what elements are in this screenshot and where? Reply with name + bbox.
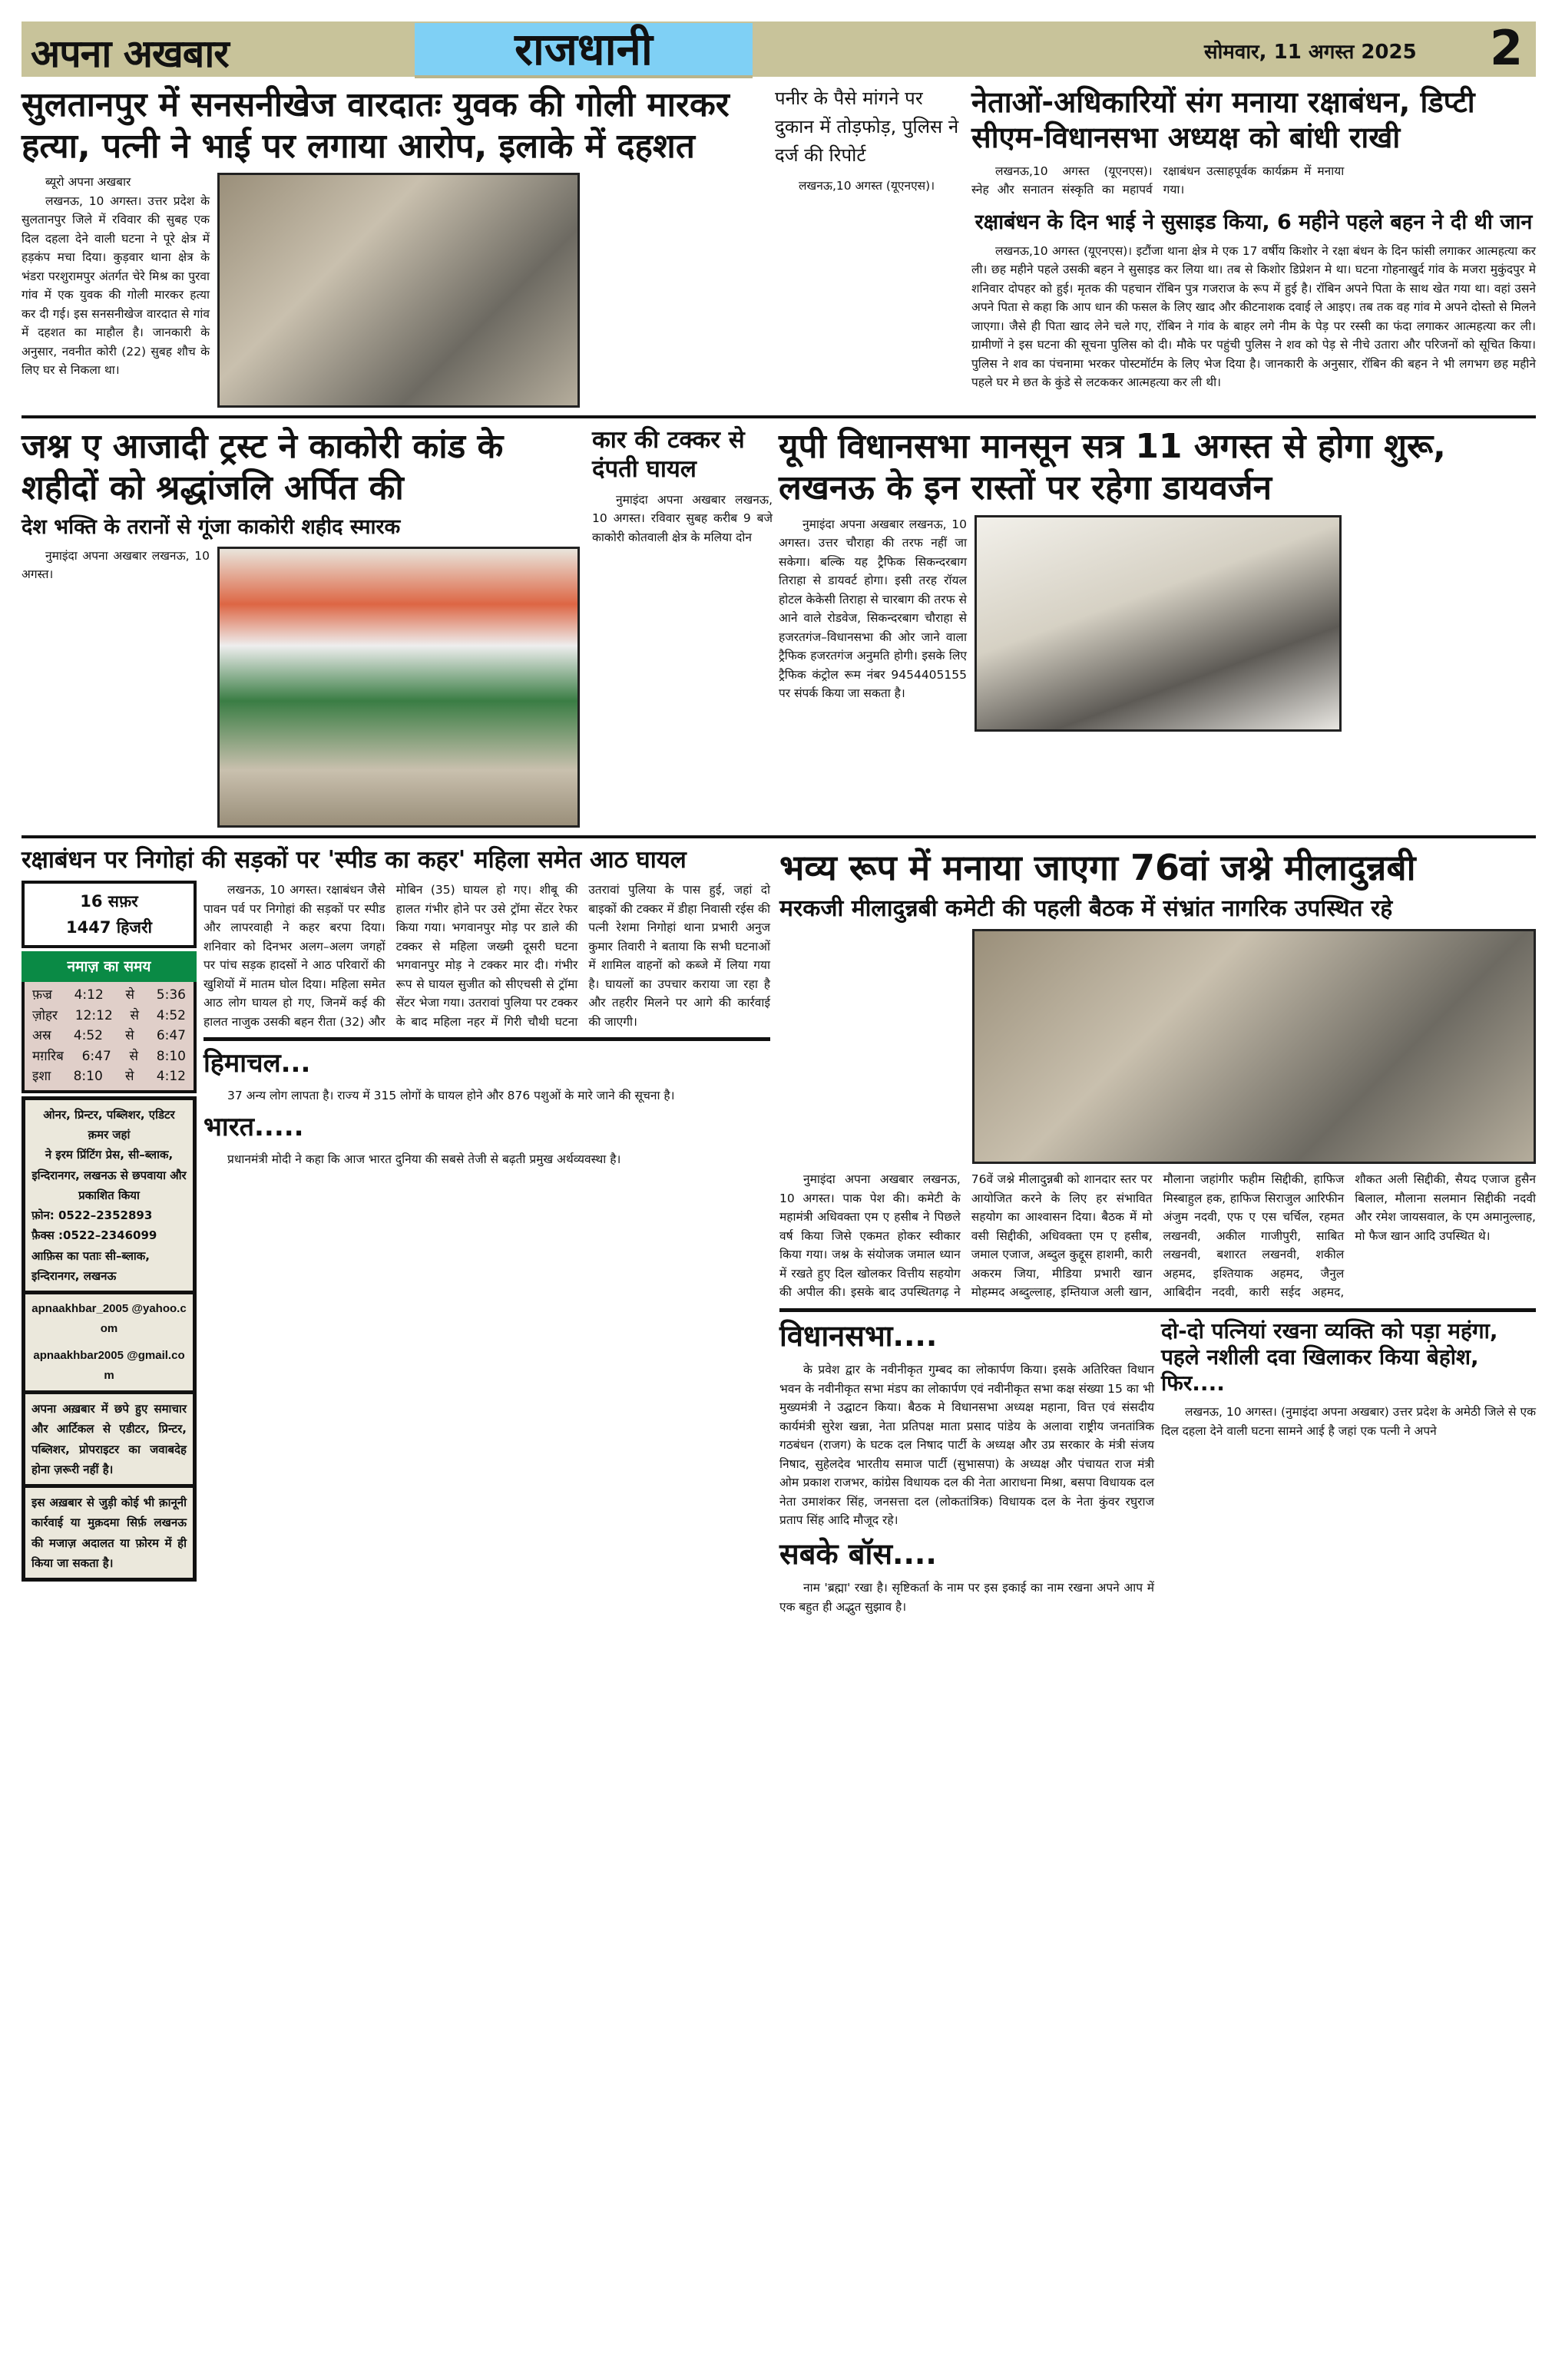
disclaimer: अपना अख़बार में छपे हुए समाचार और आर्टिकल से एडीटर, प्रिन्टर, पब्लिशर, प्रोपराइटर का जवाबदेह होना ज़रूरी नहीं है।: [31, 1402, 187, 1476]
article-car-accident: [592, 426, 773, 547]
namaz-name: ज़ोहर: [32, 1007, 58, 1023]
top-stories-band: [22, 84, 1536, 408]
namaz-separator: से: [125, 987, 135, 1003]
namaz-to: 8:10: [156, 1048, 186, 1064]
namaz-to: 4:12: [156, 1069, 186, 1085]
namaz-row-1: [32, 1006, 186, 1026]
namaz-from: 4:12: [74, 987, 104, 1003]
namaz-separator: से: [125, 1028, 134, 1044]
press-text: ने इरम प्रिंटिंग प्रेस, सी–ब्लाक, इन्दिरानगर, लखनऊ से छपवाया और प्रकाशित किया: [31, 1148, 187, 1202]
divider: [22, 835, 1536, 838]
left-lower-column: [22, 846, 770, 1582]
photo-milad-committee-meeting: [972, 929, 1536, 1164]
hijri-date-box: [22, 881, 197, 948]
article-body: नाम 'ब्रह्मा' रखा है। सृष्टिकर्ता के नाम पर इस इकाई का नाम रखना अपने आप में एक बहुत ही अद्भुत सुझाव है।: [779, 1581, 1154, 1614]
article-rakshabandhan-leaders: [971, 84, 1536, 392]
article-body: लखनऊ,10 अगस्त (यूएनएस)। स्नेह और सनातन संस्कृति का महापर्व रक्षाबंधन उत्साहपूर्वक कार्यक्रम में मनाया गया।: [971, 164, 1345, 197]
middle-stories-band: [22, 426, 1536, 827]
headline-monsoon-session: यूपी विधानसभा मानसून सत्र 11 अगस्त से होगा शुरू, लखनऊ के इन रास्तों पर रहेगा डायवर्जन: [779, 427, 1446, 508]
hijri-year: 1447 हिजरी: [66, 918, 152, 937]
article-vidhansabha: [779, 1360, 1154, 1529]
heading-boss: सबके बॉस....: [779, 1536, 937, 1571]
masthead-band: [22, 21, 1536, 77]
headline-kakori: जश्न ए आजादी ट्रस्ट ने काकोरी कांड के शहीदों को श्रद्धांजलि अर्पित की: [22, 427, 504, 508]
issue-date: सोमवार, 11 अगस्त 2025: [1204, 41, 1417, 64]
article-body: नुमाइंदा अपना अखबार लखनऊ, 10 अगस्त। रविवार सुबह करीब 9 बजे काकोरी कोतवाली क्षेत्र के मलिया दोन: [592, 492, 773, 544]
article-body: लखनऊ,10 अगस्त (यूएनएस)।: [799, 178, 935, 193]
heading-himachal: हिमाचल...: [204, 1048, 311, 1079]
namaz-from: 8:10: [73, 1069, 103, 1085]
subheadline-kakori: देश भक्ति के तरानों से गूंजा काकोरी शहीद स्मारक: [22, 514, 401, 539]
article-body: प्रधानमंत्री मोदी ने कहा कि आज भारत दुनिया की सबसे तेजी से बढ़ती प्रमुख अर्थव्यवस्था है।: [227, 1152, 621, 1166]
email-yahoo[interactable]: apnaakhbar_2005 @yahoo.com: [31, 1302, 187, 1336]
headline-two-wives: दो-दो पत्नियां रखना व्यक्ति को पड़ा महंगा, पहले नशीली दवा खिलाकर किया बेहोश, फिर....: [1161, 1317, 1498, 1397]
article-body: नुमाइंदा अपना अखबार लखनऊ, 10 अगस्त। पाक पेश की। कमेटी के महामंत्री अधिवक्ता एम ए हसीब ने पिछले वर्ष किया जिसे एकमत होकर स्वीकार किया गया। जश्न के संयोजक जमाल ध्यान में रखते हुए दिल खोलकर वित्तीय सहयोग की अपील की। इसके बाद उपस्थितगढ़ ने 76वें जश्ने मीलादुन्नबी को शानदार स्तर पर आयोजित करने के लिए हर संभावित सहयोग का आश्वासन दिया। बैठक में मो वसी सिद्दीकी, अधिवक्ता एम ए हसीब, जमाल एजाज, अब्दुल कुद्दूस हाशमी, कारी अकरम जिया, मीडिया प्रभारी खान मोहम्मद अब्दुल्लाह, इम्तियाज अली खान, मौलाना जहांगीर फहीम सिद्दीकी, हाफिज मिस्बाहुल हक, हाफिज सिराजुल आरिफीन अंजुम नदवी, एफ ए एस चर्चिल, रहमत लखनवी, अकील गाजीपुरी, साबित लखनवी, बशारत लखनवी, शकील अहमद, इश्तियाक अहमद, जैनुल आबिदीन नदवी, कारी सईद अहमद, शौकत अली सिद्दीकी, सैयद एजाज हुसैन बिलाल, मौलाना सलमान सिद्दीकी नदवी और रमेश जायसवाल, के एम अमानुल्लाह, मो फैज खान आदि उपस्थित थे।: [779, 1172, 1536, 1300]
namaz-title: नमाज़ का समय: [22, 951, 197, 982]
namaz-to: 4:52: [156, 1007, 186, 1023]
sidebar: [22, 881, 197, 1582]
namaz-separator: से: [129, 1048, 139, 1064]
article-kakori: [22, 426, 586, 827]
article-nigohan: [204, 881, 770, 1031]
namaz-from: 6:47: [81, 1048, 111, 1064]
subheadline-milad: मरकजी मीलादुन्नबी कमेटी की पहली बैठक में संभ्रांत नागरिक उपस्थित रहे: [779, 894, 1393, 922]
byline: ब्यूरो अपना अखबार: [45, 175, 131, 190]
article-suicide: [971, 242, 1536, 392]
imprint-box: [22, 1096, 197, 1582]
article-himachal: [204, 1086, 770, 1105]
paper-name-logo: अपना अखबार: [31, 31, 229, 76]
namaz-row-4: [32, 1066, 186, 1087]
namaz-to: 5:36: [156, 987, 186, 1003]
namaz-name: इशा: [32, 1069, 51, 1085]
namaz-to: 6:47: [156, 1028, 186, 1044]
namaz-row-2: [32, 1026, 186, 1046]
article-milad: [779, 1170, 1536, 1301]
article-bharat: [204, 1150, 770, 1169]
divider: [22, 415, 1536, 418]
article-body: के प्रवेश द्वार के नवीनीकृत गुम्बद का लोकार्पण किया। इसके अतिरिक्त विधान भवन के नवीनीकृत सभा मंडप का लोकार्पण एवं नवीनीकृत सभा कक्ष संख्या 15 का भी मुख्यमंत्री ने उद्घाटन किया। बैठक मे विधानसभा अध्यक्ष महाना, वित्त एवं संसदीय कार्यमंत्री सुरेश खन्ना, नेता प्रतिपक्ष माता प्रसाद पांडेय के अलावा राष्ट्रीय जनतांत्रिक गठबंधन (राजग) के घटक दल निषाद पार्टी के अध्यक्ष और उप्र सरकार के मंत्री संजय निषाद, सुहेलदेव भारतीय समाज पार्टी (सुभासपा) के अध्यक्ष और पंचायत राज मंत्री ओम प्रकाश राजभर, कांग्रेस विधायक दल की नेता आराधना मिश्रा, बसपा विधायक दल नेता उमाशंकर सिंह, जनसत्ता दल (लोकतांत्रिक) विधायक दल के नेता कुंवर रघुराज प्रताप सिंह आदि मौजूद रहे।: [779, 1363, 1154, 1528]
headline-sultanpur: सुलतानपुर में सनसनीखेज वारदातः युवक की गोली मारकर हत्या, पत्नी ने भाई पर लगाया आरोप, इलाके में दहशत: [22, 85, 730, 166]
article-body: लखनऊ, 10 अगस्त। (नुमाइंदा अपना अखबार) उत्तर प्रदेश के अमेठी जिले से एक दिल दहला देने वाली घटना सामने आई है जहां एक पत्नी ने अपने: [1161, 1405, 1536, 1438]
photo-vidhan-bhawan: [975, 515, 1342, 732]
headline-paneer: पनीर के पैसे मांगने पर दुकान में तोड़फोड़, पुलिस ने दर्ज की रिपोर्ट: [775, 88, 959, 167]
article-monsoon-session: [779, 426, 1535, 731]
article-sultanpur-body: [22, 173, 210, 379]
divider: [204, 1037, 770, 1041]
article-body: नुमाइंदा अपना अखबार लखनऊ, 10 अगस्त। उत्तर चौराहा की तरफ नहीं जा सकेगा। बल्कि यह ट्रैफिक सिकन्दरबाग तिराहा से डायवर्ट होगा। इसी तरह रॉयल होटल केकेसी तिराहा से चारबाग की तरफ से आने वाले रोडवेज, सिकन्दरबाग चौराहा से हजरतगंज–विधानसभा की ओर जाने वाला ट्रैफिक हजरतगंज अनुमति होगी। इसके लिए ट्रैफिक कंट्रोल रूम नंबर 9454405155 पर संपर्क किया जा सकता है।: [779, 517, 967, 701]
heading-bharat: भारत.....: [204, 1112, 304, 1143]
article-sultanpur: [22, 84, 770, 408]
phone: फ़ोन: 0522–2352893: [31, 1208, 153, 1223]
namaz-row-3: [32, 1046, 186, 1067]
headline-milad: भव्य रूप में मनाया जाएगा 76वां जश्ने मीलादुन्नबी: [779, 846, 1416, 888]
namaz-times-table: [22, 982, 197, 1093]
headline-rakshabandhan-leaders: नेताओं-अधिकारियों संग मनाया रक्षाबंधन, डिप्टी सीएम-विधानसभा अध्यक्ष को बांधी राखी: [971, 85, 1475, 155]
divider: [779, 1308, 1536, 1312]
photo-police-at-crime-scene: [217, 173, 580, 408]
article-body: 37 अन्य लोग लापता है। राज्य में 315 लोगों के घायल होने और 876 पशुओं के मारे जाने की सूचना है।: [227, 1088, 675, 1102]
namaz-separator: से: [125, 1069, 134, 1085]
lower-stories-band: [22, 846, 1536, 1616]
article-two-wives: [1161, 1318, 1536, 1440]
hijri-date: 16 सफ़र: [80, 892, 138, 911]
namaz-name: अस्र: [32, 1028, 51, 1044]
heading-vidhansabha: विधानसभा....: [779, 1318, 938, 1353]
namaz-from: 12:12: [74, 1007, 113, 1023]
right-lower-column: [779, 846, 1536, 1616]
article-boss: [779, 1578, 1154, 1616]
article-body: नुमाइंदा अपना अखबार लखनऊ, 10 अगस्त।: [22, 548, 210, 582]
article-paneer: [775, 84, 967, 195]
namaz-separator: से: [130, 1007, 140, 1023]
namaz-name: मग़रिब: [32, 1048, 64, 1064]
left-news-stack: [204, 881, 770, 1169]
article-body: लखनऊ, 10 अगस्त। उत्तर प्रदेश के सुलतानपुर जिले में रविवार की सुबह एक दिल दहला देने वाली घटना ने पूरे क्षेत्र में हड़कंप मचा दिया। कुड़वार थाना क्षेत्र के भंडरा परशुरामपुर अंतर्गत चेरे मिश्र का पुरवा गांव में एक युवक की गोली मारकर हत्या कर दी गई। इस सनसनीखेज वारदात से गांव में दहशत का माहौल है। जानकारी के अनुसार, नवनीत कोरी (22) सुबह शौच के लिए घर से निकला था।: [22, 193, 210, 378]
article-body: लखनऊ,10 अगस्त (यूएनएस)। इटौंजा थाना क्षेत्र मे एक 17 वर्षीय किशोर ने रक्षा बंधन के दिन फांसी लगाकर आत्महत्या कर ली। छह महीने पहले उसकी बहन ने सुसाइड कर लिया था। तब से किशोर डिप्रेशन मे था। घटना गोहनाखुर्द गांव के मजरा मुकुंदपुर मे शनिवार दोपहर को हुई। मृतक की पहचान रॉबिन पुत्र गजराज के रूप में हुई है। रॉबिन अपने पिता के साथ खेत गया था। वहां उसने अपने पिता से कहा कि आप धान की फसल के लिए खाद और कीटनाशक दवाई ले आइए। तब तक वह गांव मे अपने दोस्तो से मिलने जाएगा। जैसे ही पिता खाद लेने चले गए, रॉबिन ने गांव के बाहर लगे नीम के पेड़ पर रस्सी का फंदा लगाकर आत्महत्या कर ली। ग्रामीणों ने इस घटना की सूचना पुलिस को दी। मौके पर पहुंची पुलिस ने शव को पेड़ से नीचे उतारा और परिजनों को सूचित किया। पुलिस ने शव का पंचनामा भरकर पोस्टमॉर्टम के लिए भेज दिया है। जानकारी के अनुसार, रॉबिन की बहन ने भी लगभग छह महीने पहले घर मे छत के कुंडे से लटककर आत्महत्या कर ली थी।: [971, 243, 1536, 390]
headline-nigohan-accidents: रक्षाबंधन पर निगोहां की सड़कों पर 'स्पीड का कहर' महिला समेत आठ घायल: [22, 845, 687, 874]
article-body: लखनऊ, 10 अगस्त। रक्षाबंधन जैसे पावन पर्व पर निगोहां की सड़कों पर स्पीड और लापरवाही ने कहर बरपा दिया। शनिवार को दिनभर अलग–अलग जगहों पर पांच सड़क हादसों ने आठ परिवारों की खुशियों में मातम घोल दिया। महिला समेत आठ लोग घायल हो गए, जिनमें कई की हालत नाजुक उसकी बहन रीता (32) और मोबिन (35) घायल हो गए। शीबू की हालत गंभीर होने पर उसे ट्रॉमा सेंटर रेफर किया गया। भगवानपुर मोड़ पर डाले की टक्कर से महिला जख्मी दूसरी घटना भगवानपुर मोड़ ने टक्कर मार दी। गंभीर रूप से घायल सुजीत को सीएचसी से ट्रॉमा सेंटर भेजा गया। उतरावां पुलिया पर टक्कर के बाद महिला नहर में गिरी चौथी घटना उतरावां पुलिया के पास हुई, जहां दो बाइकों की टक्कर में डीहा निवासी रईस की पत्नी रेशमा निगोहां थाना प्रभारी अनुज कुमार तिवारी ने बताया कि सभी घटनाओं में शामिल वाहनों को कब्जे में लिया गया है। घायलों का उपचार कराया जा रहा है और तहरीर मिलने पर आगे की कार्रवाई की जाएगी।: [204, 883, 770, 1029]
namaz-name: फ़ज्र: [32, 987, 52, 1003]
jurisdiction-note: इस अख़बार से जुड़ी कोई भी क़ानूनी कार्रवाई या मुक़दमा सिर्फ़ लखनऊ की मजाज़ अदालत या फ़ोरम में ही किया जा सकता है।: [31, 1496, 187, 1570]
namaz-from: 4:52: [73, 1028, 103, 1044]
photo-kakori-memorial-event: [217, 547, 580, 828]
email-gmail[interactable]: apnaakhbar2005 @gmail.com: [33, 1348, 185, 1382]
namaz-row-0: [32, 985, 186, 1006]
headline-car-accident: कार की टक्कर से दंपती घायल: [592, 426, 745, 484]
office-address: आफ़िस का पताः सी–ब्लाक, इन्दिरानगर, लखनऊ: [31, 1248, 150, 1283]
section-title: राजधानी: [415, 23, 753, 78]
owner-name: क़मर जहां: [88, 1128, 131, 1142]
fax: फ़ैक्स :0522–2346099: [31, 1228, 157, 1243]
owner-title: ओनर, प्रिन्टर, पब्लिशर, एडिटर: [43, 1107, 175, 1122]
headline-suicide: रक्षाबंधन के दिन भाई ने सुसाइड किया, 6 महीने पहले बहन ने दी थी जान: [975, 210, 1533, 234]
page-number: 2: [1490, 20, 1524, 76]
vidhansabha-boss-stack: [779, 1318, 1154, 1616]
